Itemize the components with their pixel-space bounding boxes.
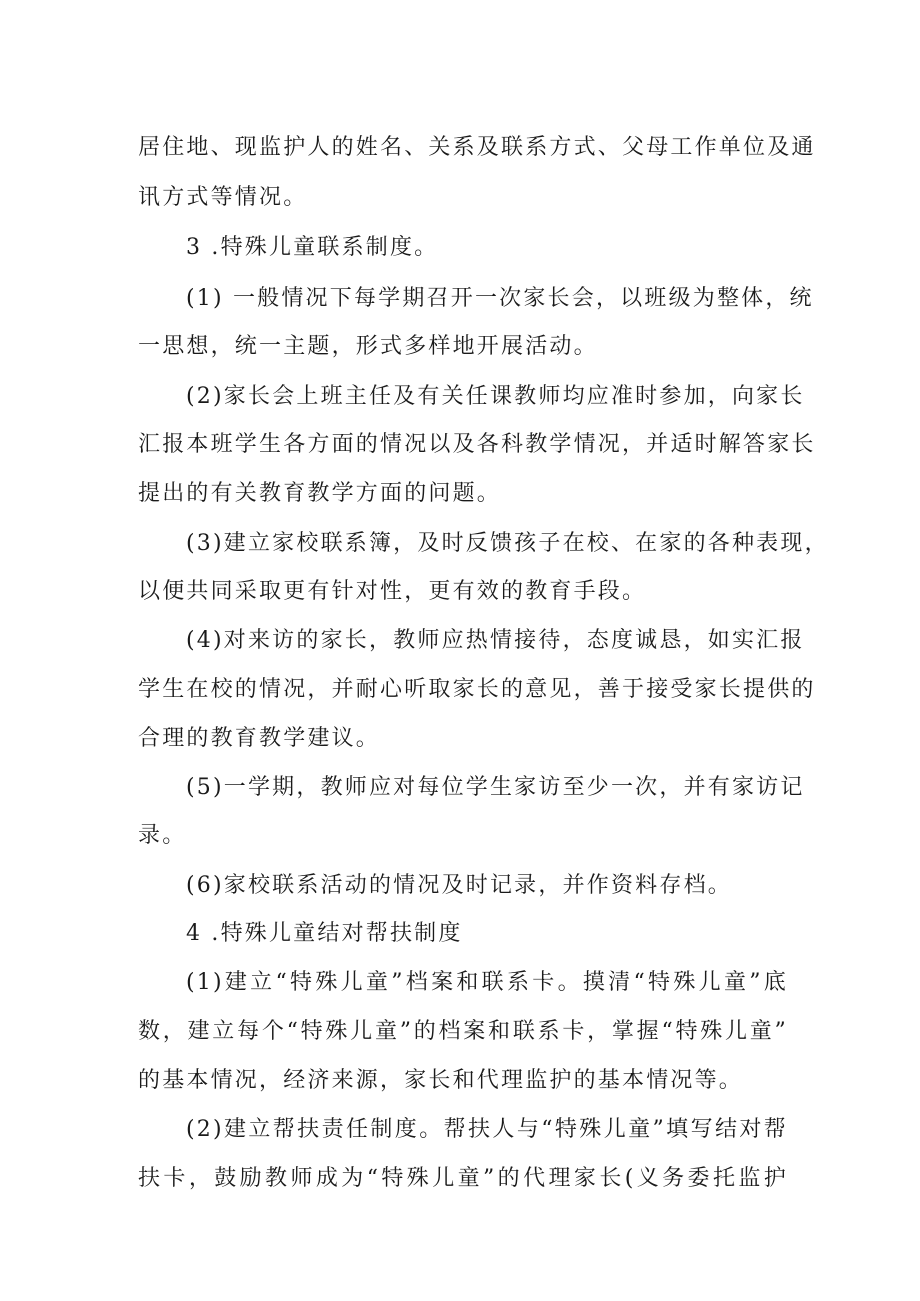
text-line: 的基本情况，经济来源，家长和代理监护的基本情况等。 bbox=[138, 1068, 744, 1093]
text-line: (5)一学期，教师应对每位学生家访至少一次，并有家访记 bbox=[186, 775, 805, 800]
text-line: (1)建立“特殊儿童”档案和联系卡。摸清“特殊儿童”底 bbox=[186, 970, 788, 995]
text-line: 一思想，统一主题，形式多样地开展活动。 bbox=[138, 334, 598, 359]
text-line: (2)家长会上班主任及有关任课教师均应准时参加，向家长 bbox=[186, 384, 805, 409]
text-line: 居住地、现监护人的姓名、关系及联系方式、父母工作单位及通 bbox=[138, 135, 816, 160]
section-heading: 3 .特殊儿童联系制度。 bbox=[186, 235, 439, 260]
text-line: 提出的有关教育教学方面的问题。 bbox=[138, 481, 502, 506]
text-line: 录。 bbox=[138, 823, 187, 848]
text-line: (3)建立家校联系簿，及时反馈孩子在校、在家的各种表现， bbox=[186, 531, 829, 556]
text-line: 学生在校的情况，并耐心听取家长的意见，善于接受家长提供的 bbox=[138, 677, 816, 702]
text-line: 合理的教育教学建议。 bbox=[138, 726, 381, 751]
text-line: (6)家校联系活动的情况及时记录，并作资料存档。 bbox=[186, 873, 732, 898]
section-heading: 4 .特殊儿童结对帮扶制度 bbox=[186, 921, 463, 946]
text-line: 汇报本班学生各方面的情况以及各科教学情况，并适时解答家长 bbox=[138, 432, 816, 457]
text-line: 讯方式等情况。 bbox=[138, 185, 308, 210]
text-line: 扶卡，鼓励教师成为“特殊儿童”的代理家长(义务委托监护 bbox=[138, 1166, 788, 1191]
text-line: (2)建立帮扶责任制度。帮扶人与“特殊儿童”填写结对帮 bbox=[186, 1117, 788, 1142]
text-line: 数，建立每个“特殊儿童”的档案和联系卡，掌握“特殊儿童” bbox=[138, 1019, 788, 1044]
text-line: (1) 一般情况下每学期召开一次家长会，以班级为整体，统 bbox=[186, 286, 814, 311]
text-line: (4)对来访的家长，教师应热情接待，态度诚恳，如实汇报 bbox=[186, 628, 805, 653]
text-line: 以便共同采取更有针对性，更有效的教育手段。 bbox=[138, 579, 647, 604]
